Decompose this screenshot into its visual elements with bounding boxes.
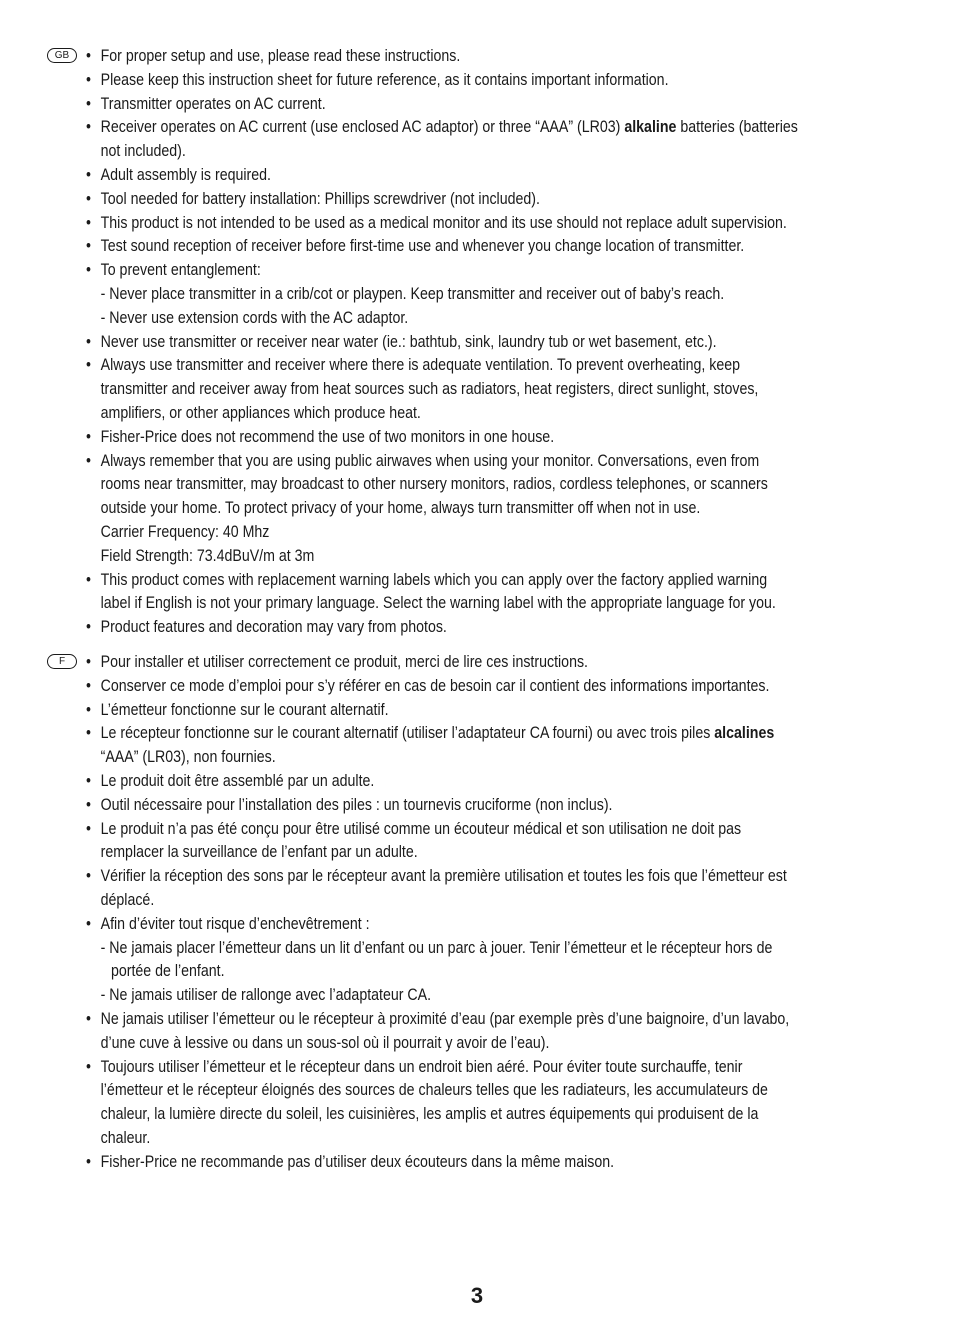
bullet: • xyxy=(86,724,91,743)
instruction-list-french xyxy=(86,651,800,1175)
list-item: • This product is not intended to be used as a medical monitor and its use should not replace adult supervision. xyxy=(86,212,800,236)
bullet: • xyxy=(86,1152,91,1171)
bullet: • xyxy=(86,213,91,232)
bullet: • xyxy=(86,676,91,695)
sub-list-item: - Never use extension cords with the AC adaptor. xyxy=(100,308,409,327)
list-item: • Always remember that you are using public airwaves when using your monitor. Conversations, even from rooms near transmitter, may broadcast to other nursery monitors, radios, cordless telephones, or scanners outside your home. To protect privacy of your home, always turn transmitter off when not in use. Carrier Frequency: 40 Mhz Field Strength: 73.4dBuV/m at 3m xyxy=(86,450,800,569)
list-item: • To prevent entanglement: - Never place transmitter in a crib/cot or playpen. Keep transmitter and receiver out of baby’s reach. - Never use extension cords with the AC adaptor. xyxy=(86,259,800,330)
list-item: • Le produit n’a pas été conçu pour être utilisé comme un écouteur médical et son utilisation ne doit pas remplacer la surveillance de l’enfant par un adulte. xyxy=(86,819,742,862)
bullet: • xyxy=(86,795,91,814)
list-item: • Toujours utiliser l’émetteur et le récepteur dans un endroit bien aéré. Pour éviter toute surchauffe, tenir l’émetteur et le récepteur éloignés des sources de chaleurs telles que les radiateurs, les accumulateurs de chaleur, la lumière directe du soleil, les cuisinières, les amplis et autres équipements qui produisent de la chaleur. xyxy=(86,1057,768,1147)
list-item: • Please keep this instruction sheet for future reference, as it contains important information. xyxy=(86,69,800,93)
list-item: • Fisher-Price ne recommande pas d’utiliser deux écouteurs dans la même maison. xyxy=(86,1151,800,1175)
bullet: • xyxy=(86,332,91,351)
bullet: • xyxy=(86,570,91,589)
bullet: • xyxy=(86,165,91,184)
list-item: • Conserver ce mode d’emploi pour s’y référer en cas de besoin car il contient des informations importantes. xyxy=(86,675,800,699)
bullet: • xyxy=(86,427,91,446)
bullet: • xyxy=(86,653,91,671)
list-item: • Outil nécessaire pour l’installation des piles : un tournevis cruciforme (non inclus). xyxy=(86,794,800,818)
bullet: • xyxy=(86,867,91,886)
bullet: • xyxy=(86,771,91,790)
bullet: • xyxy=(86,819,91,838)
language-badge-f: F xyxy=(47,654,77,669)
page-number: 3 xyxy=(470,1283,484,1308)
bullet: • xyxy=(86,261,91,280)
sub-list xyxy=(101,937,800,1008)
bullet: • xyxy=(86,618,91,637)
bullet: • xyxy=(86,451,91,470)
list-item: • For proper setup and use, please read these instructions. xyxy=(86,45,800,69)
sub-list-item: - Ne jamais utiliser de rallonge avec l’adaptateur CA. xyxy=(100,986,432,1005)
list-item: • Adult assembly is required. xyxy=(86,164,800,188)
emphasis-text: alkaline xyxy=(624,118,677,137)
sub-list xyxy=(101,283,800,331)
sub-list-item: - Ne jamais placer l’émetteur dans un lit d’enfant ou un parc à jouer. Tenir l’émetteur et le récepteur hors de portée de l’enfant. xyxy=(100,938,773,981)
sub-list-item: - Never place transmitter in a crib/cot or playpen. Keep transmitter and receiver out of baby’s reach. xyxy=(100,284,725,303)
bullet: • xyxy=(86,700,91,719)
list-item: • Transmitter operates on AC current. xyxy=(86,93,800,117)
bullet: • xyxy=(86,1009,91,1028)
list-item: • Test sound reception of receiver before first-time use and whenever you change location of transmitter. xyxy=(86,235,800,259)
bullet: • xyxy=(86,914,91,933)
list-item: • Receiver operates on AC current (use enclosed AC adaptor) or three “AAA” (LR03) alkaline batteries (batteries not included). xyxy=(86,118,798,161)
bullet: • xyxy=(86,189,91,208)
list-item: • Fisher-Price does not recommend the use of two monitors in one house. xyxy=(86,426,800,450)
list-item: • Tool needed for battery installation: Phillips screwdriver (not included). xyxy=(86,188,800,212)
list-item: • Always use transmitter and receiver where there is adequate ventilation. To prevent overheating, keep transmitter and receiver away from heat sources such as radiators, heat registers, direct sunlight, stoves, amplifiers, or other appliances which produce heat. xyxy=(86,356,759,422)
list-item: • Ne jamais utiliser l’émetteur ou le récepteur à proximité d’eau (par exemple près d’une baignoire, d’un lavabo, d’une cuve à lessive ou dans un sous-sol où il pourrait y avoir de l’eau). xyxy=(86,1009,790,1052)
emphasis-text: alcalines xyxy=(714,724,775,743)
list-item: • Le produit doit être assemblé par un adulte. xyxy=(86,770,800,794)
bullet: • xyxy=(86,356,91,375)
list-item: • Afin d’éviter tout risque d’enchevêtrement : - Ne jamais placer l’émetteur dans un lit d’enfant ou un parc à jouer. Tenir l’émetteur et le récepteur hors de portée de l’enfant. - Ne jamais utiliser de rallonge avec l’adaptateur CA. xyxy=(86,913,800,1008)
list-item: • Never use transmitter or receiver near water (ie.: bathtub, sink, laundry tub or wet basement, etc.). xyxy=(86,331,800,355)
bullet: • xyxy=(86,237,91,256)
language-badge-gb: GB xyxy=(47,48,77,63)
list-item: • Product features and decoration may vary from photos. xyxy=(86,616,800,640)
bullet: • xyxy=(86,70,91,89)
list-item: • L’émetteur fonctionne sur le courant alternatif. xyxy=(86,699,800,723)
bullet: • xyxy=(86,47,91,65)
bullet: • xyxy=(86,1057,91,1076)
bullet: • xyxy=(86,94,91,113)
carrier-frequency: Carrier Frequency: 40 Mhz xyxy=(100,522,270,541)
list-item: • Vérifier la réception des sons par le récepteur avant la première utilisation et toutes les fois que l’émetteur est déplacé. xyxy=(86,867,787,909)
list-item: • This product comes with replacement warning labels which you can apply over the factory applied warning label if English is not your primary language. Select the warning label with the appropriate language for you. xyxy=(86,570,776,613)
field-strength: Field Strength: 73.4dBuV/m at 3m xyxy=(100,546,315,565)
list-item: • Pour installer et utiliser correctement ce produit, merci de lire ces instructions. xyxy=(86,651,800,675)
list-item: • Le récepteur fonctionne sur le courant alternatif (utiliser l’adaptateur CA fourni) ou avec trois piles alcalines “AAA” (LR03), non fournies. xyxy=(86,724,775,767)
bullet: • xyxy=(86,118,91,137)
instruction-list-english xyxy=(86,45,800,640)
